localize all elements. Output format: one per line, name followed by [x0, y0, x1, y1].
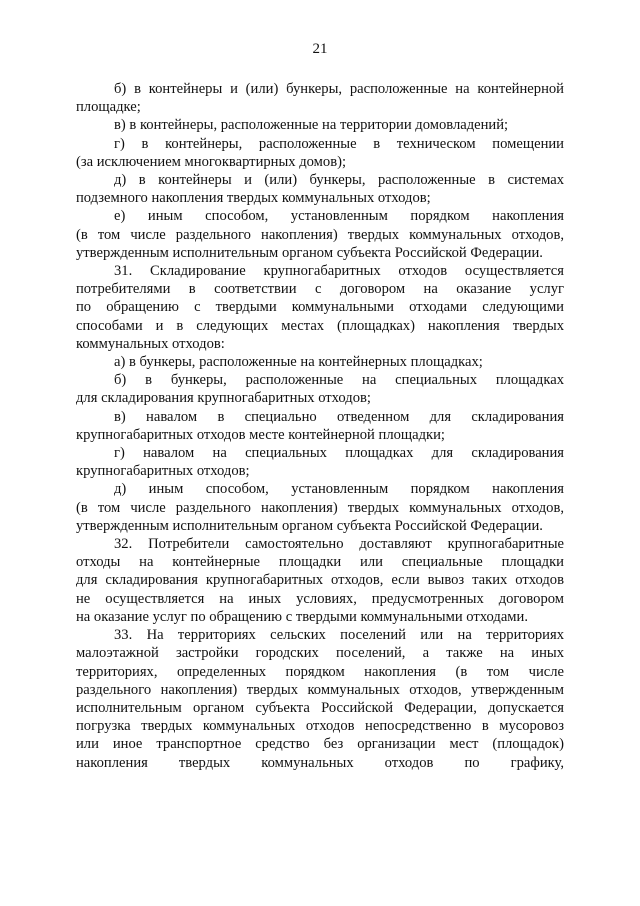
- text-line: накопления твердых коммунальных отходов по графику,: [76, 754, 564, 771]
- text-line: д) иным способом, установленным порядком накопления: [114, 481, 564, 498]
- text-line: д) в контейнеры и (или) бункеры, расположенные в системах: [114, 172, 564, 189]
- text-line: способами и в следующих местах (площадках) накопления твердых: [76, 317, 564, 334]
- paragraph-31-g: [76, 444, 564, 480]
- document-body: [76, 80, 564, 772]
- text-line: территориях, определенных порядком накопления (в том числе: [76, 663, 564, 680]
- text-line: г) в контейнеры, расположенные в техническом помещении: [114, 135, 564, 152]
- text-line: подземного накопления твердых коммунальных отходов;: [76, 190, 431, 207]
- text-line: малоэтажной застройки городских поселений, а также на иных: [76, 645, 564, 662]
- paragraph-e-other: [76, 207, 564, 262]
- text-line: на оказание услуг по обращению с твердыми коммунальными отходами.: [76, 608, 528, 625]
- text-line: или иное транспортное средство без организации мест (площадок): [76, 736, 564, 753]
- text-line: коммунальных отходов:: [76, 335, 225, 352]
- text-line: 33. На территориях сельских поселений или на территориях: [114, 627, 564, 644]
- paragraph-b-containers: [76, 80, 564, 116]
- text-line: в) навалом в специально отведенном для складирования: [114, 408, 564, 425]
- text-line: крупногабаритных отходов месте контейнерной площадки;: [76, 426, 445, 443]
- text-line: б) в бункеры, расположенные на специальных площадках: [114, 372, 564, 389]
- text-line: утвержденным исполнительным органом субъекта Российской Федерации.: [76, 244, 543, 261]
- text-line: в) в контейнеры, расположенные на территории домовладений;: [114, 117, 509, 134]
- text-line: площадке;: [76, 99, 141, 116]
- text-line: отходы на контейнерные площадки или специальные площадки: [76, 554, 564, 571]
- text-line: г) навалом на специальных площадках для складирования: [114, 445, 564, 462]
- text-line: 32. Потребители самостоятельно доставляют крупногабаритные: [114, 536, 564, 553]
- text-line: е) иным способом, установленным порядком накопления: [114, 208, 564, 225]
- text-line: для складирования крупногабаритных отходов;: [76, 390, 371, 407]
- paragraph-31-a: [76, 353, 564, 371]
- text-line: не осуществляется на иных условиях, предусмотренных договором: [76, 590, 564, 607]
- paragraph-32: [76, 535, 564, 626]
- text-line: по обращению с твердыми коммунальными отходами следующими: [76, 299, 564, 316]
- page-number: 21: [312, 41, 328, 57]
- paragraph-31-v: [76, 408, 564, 444]
- text-line: раздельного накопления) твердых коммунальных отходов, утвержденным: [76, 681, 564, 698]
- text-line: (в том числе раздельного накопления) твердых коммунальных отходов,: [76, 226, 564, 243]
- paragraph-31-d: [76, 480, 564, 535]
- paragraph-g-technical-room: [76, 135, 564, 171]
- text-line: погрузка твердых коммунальных отходов непосредственно в мусоровоз: [76, 718, 564, 735]
- paragraph-v-households: [76, 116, 564, 134]
- text-line: а) в бункеры, расположенные на контейнерных площадках;: [114, 354, 483, 371]
- paragraph-33: [76, 626, 564, 772]
- text-line: исполнительным органом субъекта Российской Федерации, допускается: [76, 699, 564, 716]
- text-line: б) в контейнеры и (или) бункеры, расположенные на контейнерной: [114, 81, 564, 97]
- text-line: для складирования крупногабаритных отходов, если вывоз таких отходов: [76, 572, 564, 589]
- text-line: потребителями в соответствии с договором на оказание услуг: [76, 281, 564, 298]
- paragraph-d-underground: [76, 171, 564, 207]
- paragraph-31-b: [76, 371, 564, 407]
- text-line: утвержденным исполнительным органом субъекта Российской Федерации.: [76, 517, 543, 534]
- paragraph-31: [76, 262, 564, 353]
- text-line: крупногабаритных отходов;: [76, 463, 250, 480]
- text-line: (за исключением многоквартирных домов);: [76, 153, 347, 170]
- text-line: (в том числе раздельного накопления) твердых коммунальных отходов,: [76, 499, 564, 516]
- text-line: 31. Складирование крупногабаритных отходов осуществляется: [114, 263, 564, 280]
